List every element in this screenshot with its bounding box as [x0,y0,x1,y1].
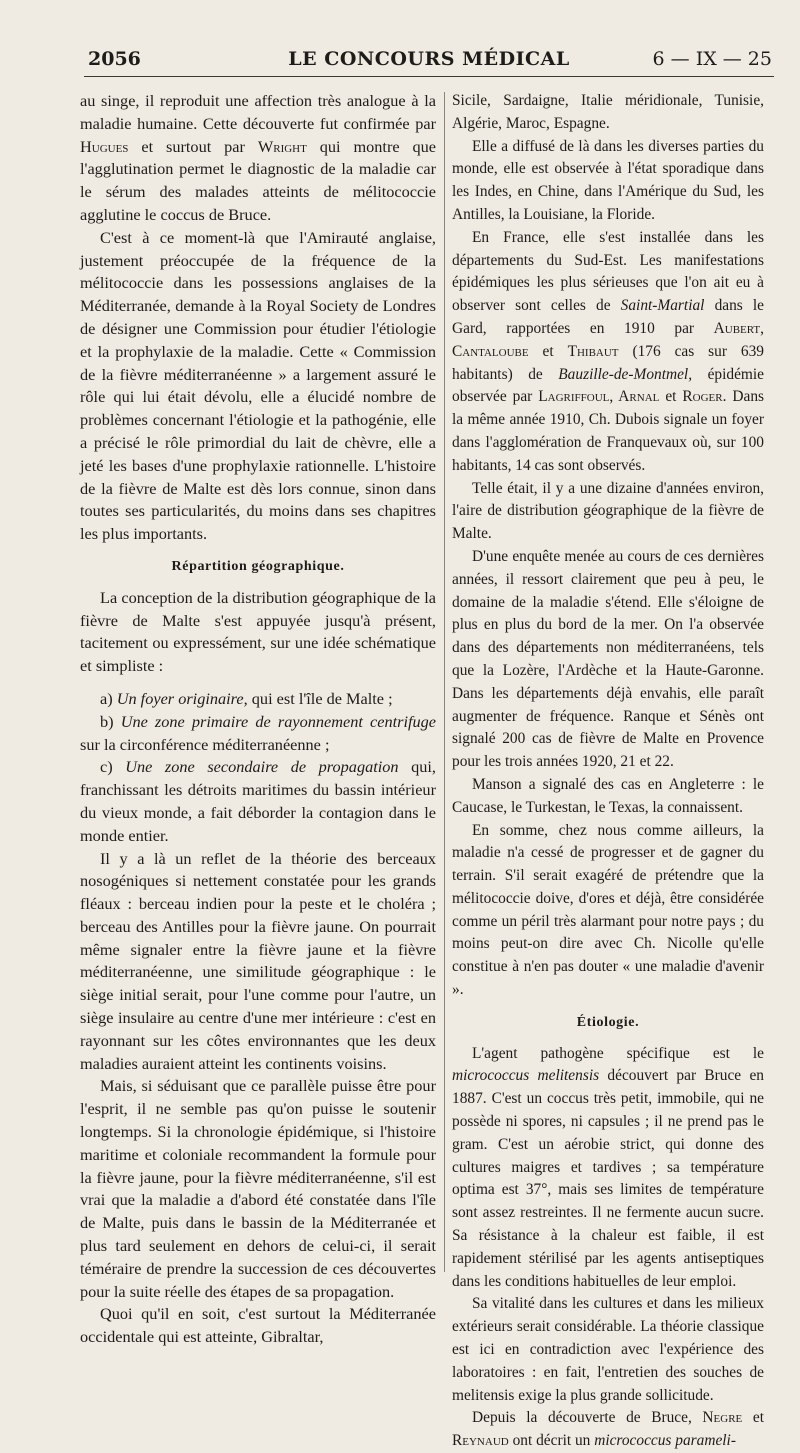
list-item: c) Une zone secondaire de propagation qui, franchissant les détroits maritimes du bassin intérieur du vieux monde, a fait déborder la contagion dans le monde entier. [80,757,437,845]
author-name: Thibaut [567,342,619,360]
paragraph: C'est à ce moment-là que l'Amirauté anglaise, justement préoccupée de la fréquence de la mélitococcie dans les possessions anglaises de la Méditerranée, demande à la Royal Society de Londres de désigner une Commission pour étudier l'étiologie et la prophylaxie de la maladie. Cette « Commission de la fièvre méditerranéenne » a largement assuré le rôle qui lui était dévolu, elle a élucidé nombre de problèmes concernant l'étiologie et la pathogénie, elle a précisé le rôle primordial du lait de chèvre, elle a jeté les bases d'une prophylaxie rationnelle. L'histoire de la fièvre de Malte est dès lors connue, sinon dans toutes ses particularités, du moins dans ses chapitres les plus importants. [80,227,436,544]
page-number: 2056 [88,48,141,70]
paragraph: Quoi qu'il en soit, c'est surtout la Méditerranée occidentale qui est atteinte, Gibraltar, [80,1304,436,1347]
right-column [452,90,764,1453]
paragraph: Sicile, Sardaigne, Italie méridionale, Tunisie, Algérie, Maroc, Espagne. [452,92,764,132]
list-item: a) Un foyer originaire, qui est l'île de Malte ; [100,688,393,708]
author-name: Lagriffoul, Arnal [538,388,660,406]
paragraph: Depuis la découverte de Bruce, Negre et Reynaud ont décrit un micrococcus parameli- [452,1409,764,1450]
paragraph: Il y a là un reflet de la théorie des berceaux nosogéniques si nettement constatée pour les grands fléaux : berceau indien pour la peste et le choléra ; berceau des Antilles pour la fièvre jaune. On pourrait même signaler entre la fièvre jaune et la fièvre méditerranéenne, une similitude géographique : le siège initial serait, pour l'une comme pour l'autre, un siège insulaire au centre d'une mer intérieure : c'est en rayonnant sur les côtes environnantes que les deux maladies auraient atteint les continents voisins. [80,848,436,1073]
page-header [84,46,774,77]
paragraph: En France, elle s'est installée dans les départements du Sud-Est. Les manifestations épidémiques les plus sérieuses que l'on ait eu à observer sont celles de Saint-Martial dans le Gard, rapportées en 1910 par Aubert, Cantaloube et Thibaut (176 cas sur 639 habitants) de Bauzille-de-Montmel, épidémie observée par Lagriffoul, Arnal et Roger. Dans la même année 1910, Ch. Dubois signale un foyer dans l'agglomération de Franquevaux où, sur 100 habitants, 14 cas sont observés. [452,228,765,474]
paragraph: Telle était, il y a une dizaine d'années environ, l'aire de distribution géographique de la fièvre de Malte. [452,479,764,543]
section-heading: Étiologie. [576,1014,640,1030]
author-name: Roger [682,388,723,406]
paragraph: Manson a signalé des cas en Angleterre : le Caucase, le Turkestan, le Texas, la connaissent. [452,775,764,816]
author-name: Negre [702,1409,743,1427]
author-name: Reynaud [452,1432,509,1450]
paragraph: Elle a diffusé de là dans les diverses parties du monde, elle est observée à l'état sporadique dans les Indes, en Chine, dans l'Amérique du Sud, les Antilles, la Louisiane, la Floride. [452,137,764,223]
paragraph: En somme, chez nous comme ailleurs, la maladie n'a cessé de progresser et de gagner du terrain. S'il serait exagéré de prétendre que la mélitococcie doive, d'ores et déjà, être considérée comme un péril très alarmant pour notre pays ; du moins peut-on dire avec Ch. Nicolle qu'elle constitue à n'en pas douter « une maladie d'avenir ». [452,821,764,999]
list-item: b) Une zone primaire de rayonnement centrifuge sur la circonférence méditerranéenne ; [80,711,436,754]
column-divider [444,92,445,1272]
paragraph: La conception de la distribution géographique de la fièvre de Malte s'est appuyée jusqu'à présent, tacitement ou expressément, sur une idée schématique et simpliste : [80,587,436,676]
paragraph: Mais, si séduisant que ce parallèle puisse être pour l'esprit, il ne semble pas qu'on puisse le soutenir longtemps. Si la chronologie épidémique, si l'histoire maritime et coloniale recommandent la formule pour la fièvre jaune, pour la fièvre méditerranéenne, s'il est vrai que la maladie a d'abord été constatée dans l'île de Malte, puis dans le bassin de la Méditerranée et plus tard seulement en dehors de celui-ci, il serait téméraire de prendre la succession de ces découvertes pour la suite réelle des étapes de sa propagation. [80,1076,436,1301]
author-name: Wright [257,136,307,156]
paragraph: au singe, il reproduit une affection très analogue à la maladie humaine. Cette découverte fut confirmée par Hugues et surtout par Wright qui montre que l'agglutination permet le diagnostic de la maladie car le sérum des malades atteints de mélitococcie agglutine le coccus de Bruce. [80,91,437,224]
left-column [80,90,436,1349]
issue-date: 6 — IX — 25 [652,48,772,70]
paragraph: Sa vitalité dans les cultures et dans les milieux extérieurs serait considérable. La théorie classique est ici en contradiction avec l'expérience des laboratoires : en fait, l'entretien des souches de melitensis exige la plus grande sollicitude. [452,1295,764,1404]
journal-title: LE CONCOURS MÉDICAL [288,48,570,70]
author-name: Hugues [80,136,129,156]
section-heading: Répartition géographique. [171,558,345,574]
paragraph: D'une enquête menée au cours de ces dernières années, il ressort clairement que peu à peu, le domaine de la maladie s'étend. Elle s'éloigne de plus en plus du bord de la mer. On l'a observée dans des départements non méditerranéens, tels que la Lozère, l'Ardèche et la Haute-Garonne. Dans les départements déjà envahis, elle paraît augmenter de fréquence. Ranque et Sénès ont signalé 200 cas de fièvre de Malte en Provence pour les trois années 1920, 21 et 22. [452,547,764,771]
author-name: Aubert, Cantaloube [452,319,764,360]
paragraph: L'agent pathogène spécifique est le micrococcus melitensis découvert par Bruce en 1887. C'est un coccus très petit, immobile, qui ne possède ni spores, ni capsules ; il ne prend pas le gram. C'est un aérobie strict, qui donne des cultures maigres et tardives ; sa température optima est 37°, mais ses limites de température sont assez restreintes. Il ne fermente aucun sucre. Sa résistance à la chaleur est faible, il est rapidement stérilisé par les agents antiseptiques dans les conditions habituelles de leur emploi. [452,1044,764,1290]
